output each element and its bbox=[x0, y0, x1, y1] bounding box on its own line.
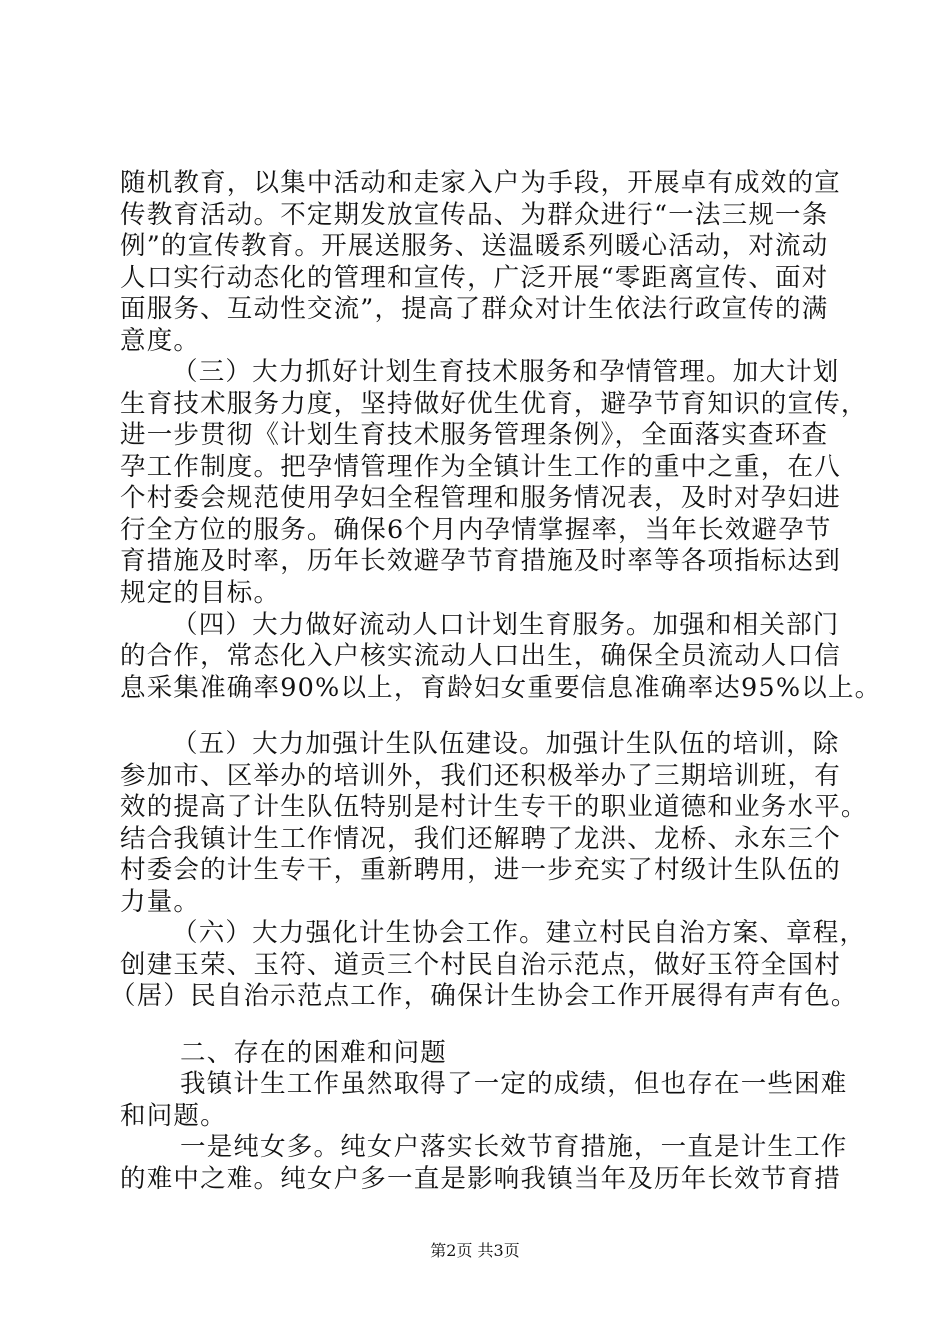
text-line: 孕工作制度。把孕情管理作为全镇计生工作的重中之重，在八 bbox=[120, 452, 841, 482]
section-heading-6: （六）大力强化计生协会工作。建立村民自治方案、章程， bbox=[172, 918, 867, 948]
text-line: 力量。 bbox=[120, 887, 201, 917]
text-line: 面服务、互动性交流”，提高了群众对计生依法行政宣传的满 bbox=[120, 294, 829, 324]
section-heading-4: （四）大力做好流动人口计划生育服务。加强和相关部门 bbox=[172, 610, 840, 640]
text-line: 育措施及时率，历年长效避孕节育措施及时率等各项指标达到 bbox=[120, 546, 841, 576]
text-line: 例”的宣传教育。开展送服务、送温暖系列暖心活动，对流动 bbox=[120, 231, 829, 261]
text-line: 结合我镇计生工作情况，我们还解聘了龙洪、龙桥、永东三个 bbox=[120, 824, 841, 854]
page-footer: 第2页 共3页 bbox=[430, 1241, 520, 1260]
section-heading-5: （五）大力加强计生队伍建设。加强计生队伍的培训，除 bbox=[172, 729, 840, 759]
text-line: （居）民自治示范点工作，确保计生协会工作开展得有声有色。 bbox=[110, 981, 858, 1011]
text-line: 生育技术服务力度，坚持做好优生优育，避孕节育知识的宣传， bbox=[120, 389, 868, 419]
section-heading-3: （三）大力抓好计划生育技术服务和孕情管理。加大计划 bbox=[172, 357, 840, 387]
text-line: 传教育活动。不定期发放宣传品、为群众进行“一法三规一条 bbox=[120, 200, 829, 230]
text-line: 息采集准确率90%以上，育龄妇女重要信息准确率达95%以上。 bbox=[120, 673, 882, 703]
text-line: 意度。 bbox=[120, 326, 201, 356]
text-line: 参加市、区举办的培训外，我们还积极举办了三期培训班，有 bbox=[120, 761, 841, 791]
text-line: 个村委会规范使用孕妇全程管理和服务情况表，及时对孕妇进 bbox=[120, 483, 841, 513]
text-line: 的合作，常态化入户核实流动人口出生，确保全员流动人口信 bbox=[120, 641, 841, 671]
text-line: 进一步贯彻《计划生育技术服务管理条例》，全面落实查环查 bbox=[120, 420, 829, 450]
text-line: 规定的目标。 bbox=[120, 578, 281, 608]
text-line: 和问题。 bbox=[120, 1101, 227, 1131]
text-line: 行全方位的服务。确保6个月内孕情掌握率，当年长效避孕节 bbox=[120, 515, 832, 545]
text-line: 我镇计生工作虽然取得了一定的成绩，但也存在一些困难 bbox=[180, 1069, 848, 1099]
text-line: 村委会的计生专干，重新聘用，进一步充实了村级计生队伍的 bbox=[120, 855, 841, 885]
text-line: 创建玉荣、玉符、道贡三个村民自治示范点，做好玉符全国村 bbox=[120, 950, 841, 980]
text-line: 随机教育，以集中活动和走家入户为手段，开展卓有成效的宣 bbox=[120, 168, 841, 198]
text-line: 人口实行动态化的管理和宣传，广泛开展“零距离宣传、面对 bbox=[120, 263, 829, 293]
text-line: 一是纯女多。纯女户落实长效节育措施，一直是计生工作 bbox=[180, 1132, 848, 1162]
section-heading-problems: 二、存在的困难和问题 bbox=[180, 1038, 448, 1068]
text-line: 效的提高了计生队伍特别是村计生专干的职业道德和业务水平。 bbox=[120, 792, 868, 822]
text-line: 的难中之难。纯女户多一直是影响我镇当年及历年长效节育措 bbox=[120, 1164, 841, 1194]
